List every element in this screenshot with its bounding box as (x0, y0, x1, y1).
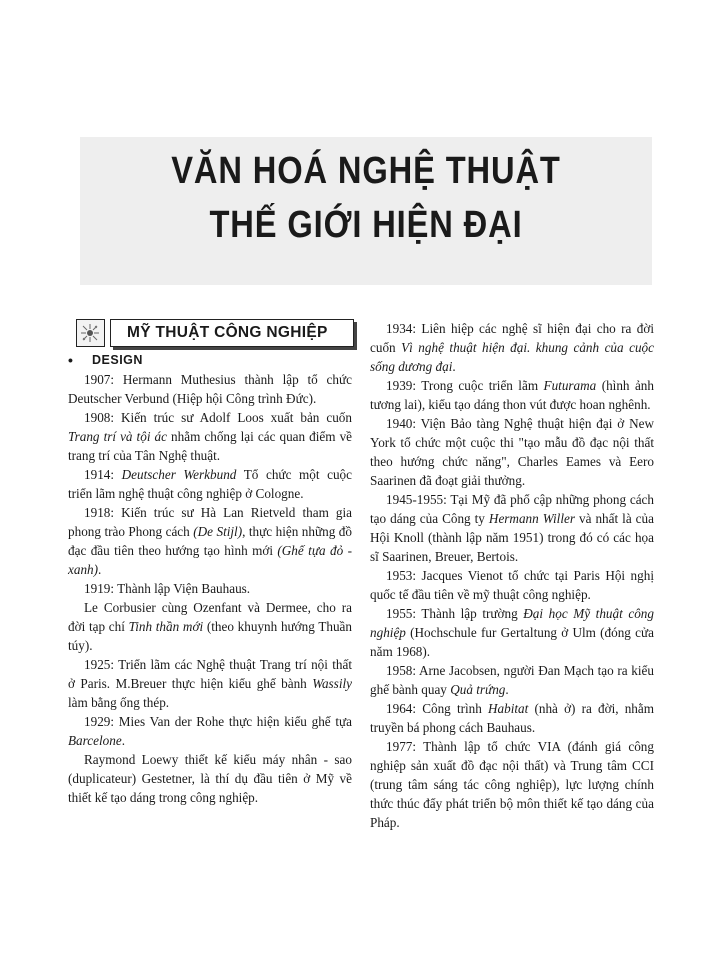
text: Raymond Loewy thiết kế kiểu máy nhân - sao (duplicateur) Gestetner, là thí dụ đầu tiên ở Mỹ về thiết kế tạo dáng trong công nghiệp. (68, 752, 352, 805)
text: 1914: (84, 467, 122, 482)
text: 1929: Mies Van der Rohe thực hiện kiểu ghế tựa (84, 714, 352, 729)
paragraph (68, 598, 352, 655)
italic-text: Trang trí và tội ác (68, 429, 167, 444)
text: . (98, 562, 102, 577)
section-title-box (110, 319, 354, 347)
italic-text: (De Stijl) (193, 524, 243, 539)
text: 1907: Hermann Muthesius thành lập tổ chức Deutscher Verbund (Hiệp hội Công trình Đức). (68, 372, 352, 406)
italic-text: Đại học Mỹ thuật công nghiệp (370, 606, 654, 640)
paragraph (370, 737, 654, 832)
paragraph (370, 414, 654, 490)
text: nhằm chống lại các quan điểm về trang trí của Tân Nghệ thuật. (68, 429, 353, 463)
text: 1958: Arne Jacobsen, người Đan Mạch tạo ra kiểu ghế bành quay (370, 663, 654, 697)
text: và nhất là của Hội Knoll (thành lập năm 1951) trong đó có các họa sĩ Saarinen, Breuer, Bertois. (370, 511, 654, 564)
text: làm bằng ống thép. (68, 695, 170, 710)
text: Tổ chức một cuộc triển lãm nghệ thuật công nghiệp ở Cologne. (68, 467, 352, 501)
paragraph (370, 490, 654, 566)
italic-text: Quả trứng (450, 682, 506, 697)
text: 1940: Viện Bảo tàng Nghệ thuật hiện đại ở New York tổ chức một cuộc thi "tạo mẫu đồ đạc nội thất theo hướng chức năng", Charles Eames và Eero Saarinen đã đoạt giải thưởng. (370, 416, 654, 488)
bullet-icon: • (68, 352, 74, 368)
text: (nhà ở) ra đời, nhằm truyền bá phong cách Bauhaus. (370, 701, 654, 735)
paragraph (370, 376, 654, 414)
italic-text: Habitat (488, 701, 529, 716)
italic-text: Barcelone (68, 733, 122, 748)
left-paragraphs (68, 370, 352, 807)
text: 1964: Công trình (386, 701, 489, 716)
paragraph (68, 503, 352, 579)
paragraph (68, 579, 352, 598)
italic-text: Tinh thần mới (128, 619, 204, 634)
italic-text: Deutscher Werkbund (121, 467, 237, 482)
paragraph (370, 566, 654, 604)
paragraph (68, 750, 352, 807)
text: 1945-1955: Tại Mỹ đã phổ cập những phong cách tạo dáng của Công ty (370, 492, 654, 526)
text: . (505, 682, 509, 697)
paragraph (68, 370, 352, 408)
text: , thực hiện những đồ đạc đầu tiên theo hướng tạo hình mới (68, 524, 352, 558)
page-title-line-1: VĂN HOÁ NGHỆ THUẬT (171, 150, 561, 192)
text: (Hochschule fur Gertaltung ở Ulm (đóng cửa năm 1968). (370, 625, 654, 659)
paragraph (370, 699, 654, 737)
text: 1908: Kiến trúc sư Adolf Loos xuất bản cuốn (84, 410, 352, 425)
text: 1934: Liên hiệp các nghệ sĩ hiện đại cho ra đời cuốn (370, 321, 654, 355)
section-header (68, 319, 352, 349)
italic-text: Futurama (543, 378, 597, 393)
page-title-line-2: THẾ GIỚI HIỆN ĐẠI (209, 204, 523, 246)
text: Le Corbusier cùng Ozenfant và Dermee, cho ra đời tạp chí (68, 600, 352, 634)
paragraph (68, 712, 352, 750)
italic-text: Wassily (312, 676, 352, 691)
paragraph (68, 465, 352, 503)
right-column (370, 319, 654, 832)
subheading-row (68, 351, 352, 370)
text: 1977: Thành lập tổ chức VIA (đánh giá công nghiệp sản xuất đồ đạc nội thất) và Trung tâm CCI (trung tâm sáng tác công nghiệp), lực lượng chính thức thúc đẩy phát triển bộ môn thiết kế tạo dáng của Pháp. (370, 739, 654, 830)
text: 1918: Kiến trúc sư Hà Lan Rietveld tham gia phong trào Phong cách (68, 505, 352, 539)
paragraph (370, 661, 654, 699)
paragraph (370, 319, 654, 376)
italic-text: (Ghế tựa đỏ - xanh) (68, 543, 352, 577)
text: (hình ảnh tương lai), kiểu tạo dáng thon vút được hoan nghênh. (370, 378, 654, 412)
italic-text: Vì nghệ thuật hiện đại. khung cảnh của cuộc sống dương đại (370, 340, 654, 374)
text: . (452, 359, 456, 374)
text: 1919: Thành lập Viện Bauhaus. (84, 581, 251, 596)
paragraph (370, 604, 654, 661)
italic-text: Hermann Willer (488, 511, 575, 526)
right-paragraphs (370, 319, 654, 832)
paragraph (68, 655, 352, 712)
text: 1955: Thành lập trường (386, 606, 524, 621)
subheading: DESIGN (92, 353, 143, 367)
left-column (68, 319, 352, 807)
text: 1925: Triển lãm các Nghệ thuật Trang trí nội thất ở Paris. M.Breuer thực hiện kiểu ghế bành (68, 657, 352, 691)
paragraph (68, 408, 352, 465)
text: 1939: Trong cuộc triển lãm (386, 378, 544, 393)
section-title: MỸ THUẬT CÔNG NGHIỆP (127, 324, 328, 341)
ornament-icon (76, 319, 105, 347)
text: (theo khuynh hướng Thuần túy). (68, 619, 353, 653)
text: 1953: Jacques Vienot tổ chức tại Paris Hội nghị quốc tế đầu tiên về mỹ thuật công nghiệp. (370, 568, 654, 602)
text: . (121, 733, 125, 748)
